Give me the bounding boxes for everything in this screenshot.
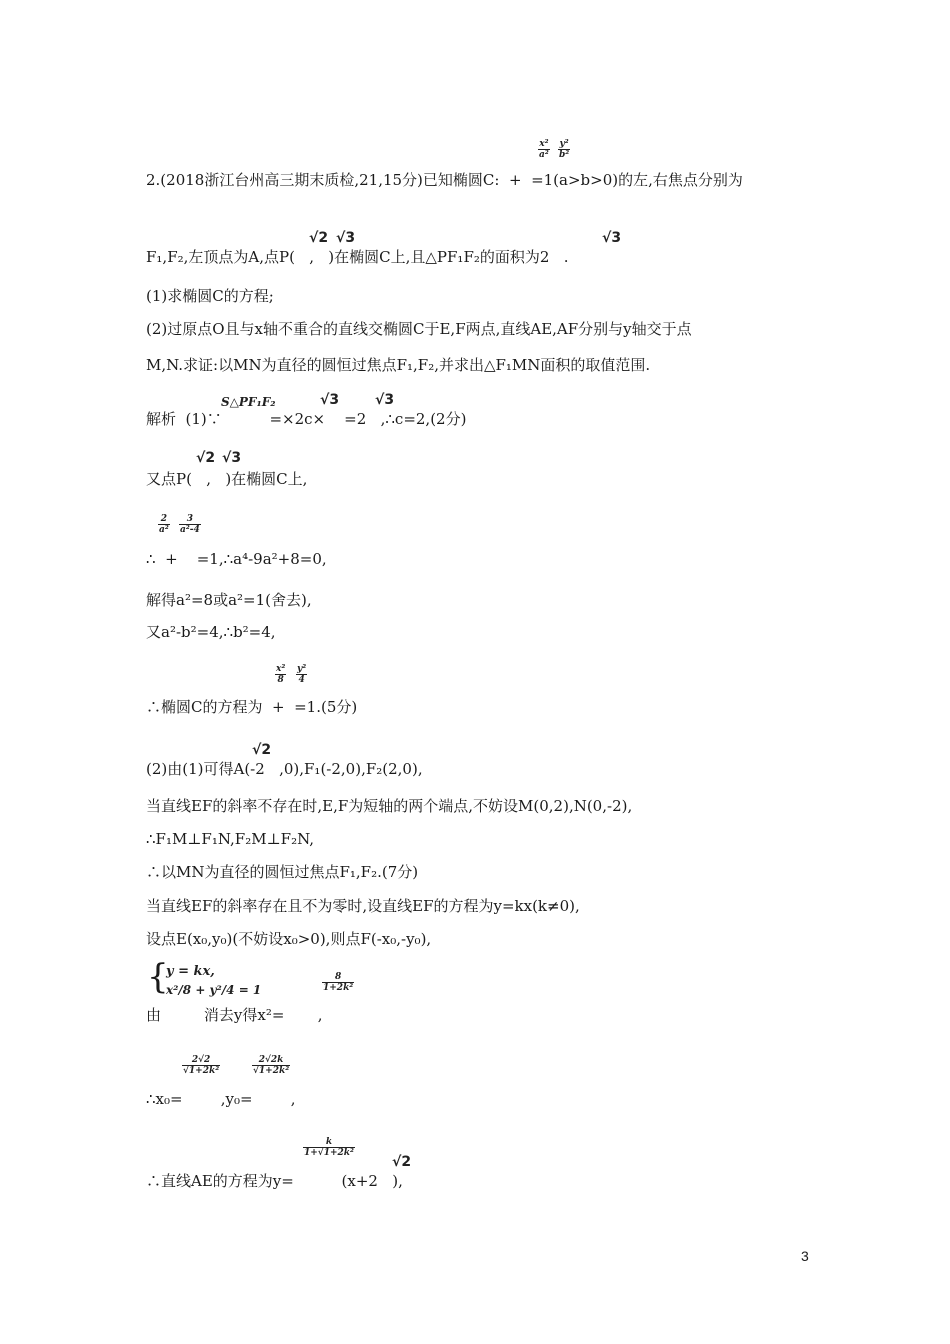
solution-line-2: 又点P( , )在椭圆C上,	[146, 470, 308, 488]
sqrt2-solution-p: √2	[196, 450, 216, 466]
question-part-2-line-1: (2)过原点O且与x轴不重合的直线交椭圆C于E,F两点,直线AE,AF分别与y轴交于点	[146, 320, 692, 338]
fraction-x2-8: $\frac{\text{x²}}{8}$	[276, 664, 286, 685]
sqrt2-ae-line: √2	[392, 1154, 412, 1170]
solution-line-6: ∴椭圆C的方程为 + =1.(5分)	[146, 698, 358, 716]
question-part-2-line-2: M,N.求证:以MN为直径的圆恒过焦点F₁,F₂,并求出△F₁MN面积的取值范围.	[146, 356, 651, 374]
system-line-2: x²/8 + y²/4 = 1	[166, 983, 262, 997]
solution-line-15: ∴直线AE的方程为y= (x+2 ),	[146, 1172, 403, 1190]
solution-line-12: 设点E(x₀,y₀)(不妨设x₀>0),则点F(-x₀,-y₀),	[146, 930, 432, 948]
fraction-ae-slope: $\frac{k}{\text{1+√1+2k²}}$	[304, 1137, 354, 1158]
fraction-y2-4: $\frac{\text{y²}}{4}$	[297, 664, 307, 685]
fraction-x0: $\frac{2√2}{\text{√1+2k²}}$	[183, 1055, 220, 1076]
fraction-3-a2m4: $\frac{3}{\text{a²-4}}$	[180, 514, 200, 535]
question-part-1: (1)求椭圆C的方程;	[146, 287, 274, 305]
fraction-y2-b2: $\frac{\text{y²}}{\text{b²}}$	[559, 139, 570, 160]
sqrt3-solution-p: √3	[222, 450, 242, 466]
solution-line-14: ∴x₀= ,y₀= ,	[146, 1090, 296, 1108]
solution-line-11: 当直线EF的斜率存在且不为零时,设直线EF的方程为y=kx(k≠0),	[146, 897, 580, 915]
fraction-x2-a2: $\frac{\text{x²}}{\text{a²}}$	[539, 139, 549, 160]
fraction-8-over-1-2k2: $\frac{8}{\text{1+2k²}}$	[323, 972, 354, 993]
solution-line-3: ∴ + =1,∴a⁴-9a²+8=0,	[146, 550, 327, 568]
solution-line-4: 解得a²=8或a²=1(舍去),	[146, 591, 312, 609]
solution-line-8: 当直线EF的斜率不存在时,E,F为短轴的两个端点,不妨设M(0,2),N(0,-2),	[146, 797, 633, 815]
sqrt3-solution-b: √3	[375, 392, 395, 408]
page-number: 3	[801, 1248, 809, 1264]
sqrt3-area: √3	[602, 230, 622, 246]
problem-statement-line-2: F₁,F₂,左顶点为A,点P( , )在椭圆C上,且△PF₁F₂的面积为2 .	[146, 248, 569, 266]
solution-line-7: (2)由(1)可得A(-2 ,0),F₁(-2,0),F₂(2,0),	[146, 760, 423, 778]
solution-line-9: ∴F₁M⊥F₁N,F₂M⊥F₂N,	[146, 830, 315, 848]
system-brace: {	[147, 957, 169, 997]
sqrt3-point-p: √3	[336, 230, 356, 246]
sqrt2-point-a: √2	[252, 742, 272, 758]
area-symbol: S△PF₁F₂	[221, 395, 276, 409]
fraction-y0: $\frac{2√2k}{\text{√1+2k²}}$	[253, 1055, 290, 1076]
sqrt3-solution-a: √3	[320, 392, 340, 408]
system-line-1: y = kx,	[166, 964, 215, 979]
fraction-2-a2: $\frac{2}{\text{a²}}$	[159, 514, 169, 535]
sqrt2-point-p: √2	[309, 230, 329, 246]
problem-statement-line-1: 2.(2018浙江台州高三期末质检,21,15分)已知椭圆C: + =1(a>b>0)的左,右焦点分别为	[146, 171, 743, 189]
solution-line-1: 解析 (1)∵ =×2c× =2 ,∴c=2,(2分)	[146, 410, 467, 428]
solution-line-5: 又a²-b²=4,∴b²=4,	[146, 623, 276, 641]
solution-line-10: ∴以MN为直径的圆恒过焦点F₁,F₂.(7分)	[146, 863, 419, 881]
solution-line-13: 由 消去y得x²= ,	[146, 1006, 323, 1024]
